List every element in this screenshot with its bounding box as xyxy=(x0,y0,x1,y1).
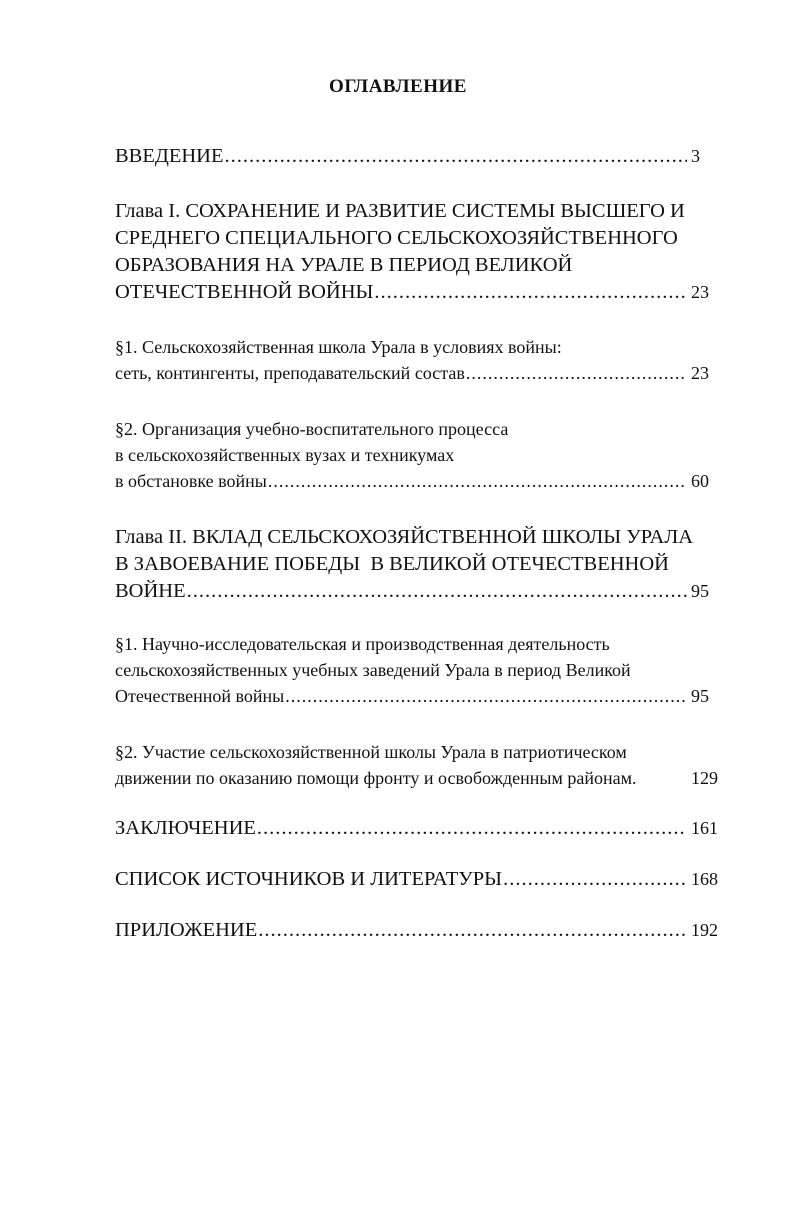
toc-page-number: 129 xyxy=(691,768,718,788)
dot-leader xyxy=(285,683,687,709)
toc-entry-line: ВОЙНЕ xyxy=(115,580,186,602)
toc-entry-label: ЗАКЛЮЧЕНИЕ xyxy=(115,817,256,839)
toc-page-number: 23 xyxy=(691,282,709,302)
toc-entry-introduction[interactable] xyxy=(115,143,725,170)
toc-title: ОГЛАВЛЕНИЕ xyxy=(329,76,467,97)
toc-entry-line: §2. Участие сельскохозяйственной школы Урала в патриотическом xyxy=(115,742,627,762)
toc-entry-line: движении по оказанию помощи фронту и освобожденным районам. xyxy=(115,768,637,788)
dot-leader xyxy=(257,815,687,842)
toc-page-number: 95 xyxy=(691,686,709,706)
toc-entry-bibliography[interactable] xyxy=(115,866,725,893)
toc-entry-line: Глава II. ВКЛАД СЕЛЬСКОХОЗЯЙСТВЕННОЙ ШКОЛЫ УРАЛА xyxy=(115,526,694,548)
dot-leader xyxy=(187,578,687,605)
toc-page-number: 95 xyxy=(691,581,709,601)
dot-leader xyxy=(503,866,687,893)
toc-entry-line: §1. Сельскохозяйственная школа Урала в условиях войны: xyxy=(115,337,562,357)
dot-leader xyxy=(374,279,687,306)
toc-entry-line: в сельскохозяйственных вузах и техникумах xyxy=(115,445,455,465)
toc-entry-label: ПРИЛОЖЕНИЕ xyxy=(115,919,258,941)
toc-entry-chapter-2-section-2[interactable] xyxy=(115,739,725,791)
toc-page-number: 168 xyxy=(691,869,718,889)
dot-leader xyxy=(225,143,687,170)
toc-page-number: 192 xyxy=(691,920,718,940)
toc-entry-line: В ЗАВОЕВАНИЕ ПОБЕДЫ В ВЕЛИКОЙ ОТЕЧЕСТВЕННОЙ xyxy=(115,553,669,575)
toc-entry-chapter-1-section-1[interactable] xyxy=(115,334,725,386)
toc-page-number: 161 xyxy=(691,818,718,838)
dot-leader xyxy=(466,360,687,386)
toc-entry-chapter-1[interactable] xyxy=(115,198,725,306)
toc-entry-label: СПИСОК ИСТОЧНИКОВ И ЛИТЕРАТУРЫ xyxy=(115,868,503,890)
toc-entry-label: ВВЕДЕНИЕ xyxy=(115,145,224,167)
toc-page-number: 3 xyxy=(691,146,700,166)
toc-entry-line: §1. Научно-исследовательская и производственная деятельность xyxy=(115,634,610,654)
toc-entry-line: §2. Организация учебно-воспитательного процесса xyxy=(115,419,509,439)
toc-entry-line: Глава I. СОХРАНЕНИЕ И РАЗВИТИЕ СИСТЕМЫ ВЫСШЕГО И xyxy=(115,200,685,222)
toc-entry-chapter-2[interactable] xyxy=(115,524,725,605)
toc-list xyxy=(115,143,725,944)
toc-entry-chapter-1-section-2[interactable] xyxy=(115,416,725,494)
toc-entry-line: СРЕДНЕГО СПЕЦИАЛЬНОГО СЕЛЬСКОХОЗЯЙСТВЕННОГО xyxy=(115,227,678,249)
toc-entry-line: сельскохозяйственных учебных заведений Урала в период Великой xyxy=(115,660,631,680)
toc-entry-line: в обстановке войны xyxy=(115,471,267,491)
toc-entry-line: ОТЕЧЕСТВЕННОЙ ВОЙНЫ xyxy=(115,281,374,303)
dot-leader xyxy=(268,468,687,494)
toc-entry-line: ОБРАЗОВАНИЯ НА УРАЛЕ В ПЕРИОД ВЕЛИКОЙ xyxy=(115,254,573,276)
toc-entry-chapter-2-section-1[interactable] xyxy=(115,631,725,709)
toc-entry-conclusion[interactable] xyxy=(115,815,725,842)
toc-page-number: 23 xyxy=(691,363,709,383)
toc-entry-appendix[interactable] xyxy=(115,917,725,944)
toc-page-number: 60 xyxy=(691,471,709,491)
dot-leader xyxy=(258,917,687,944)
toc-entry-line: Отечественной войны xyxy=(115,686,285,706)
toc-entry-line: сеть, контингенты, преподавательский состав xyxy=(115,363,465,383)
